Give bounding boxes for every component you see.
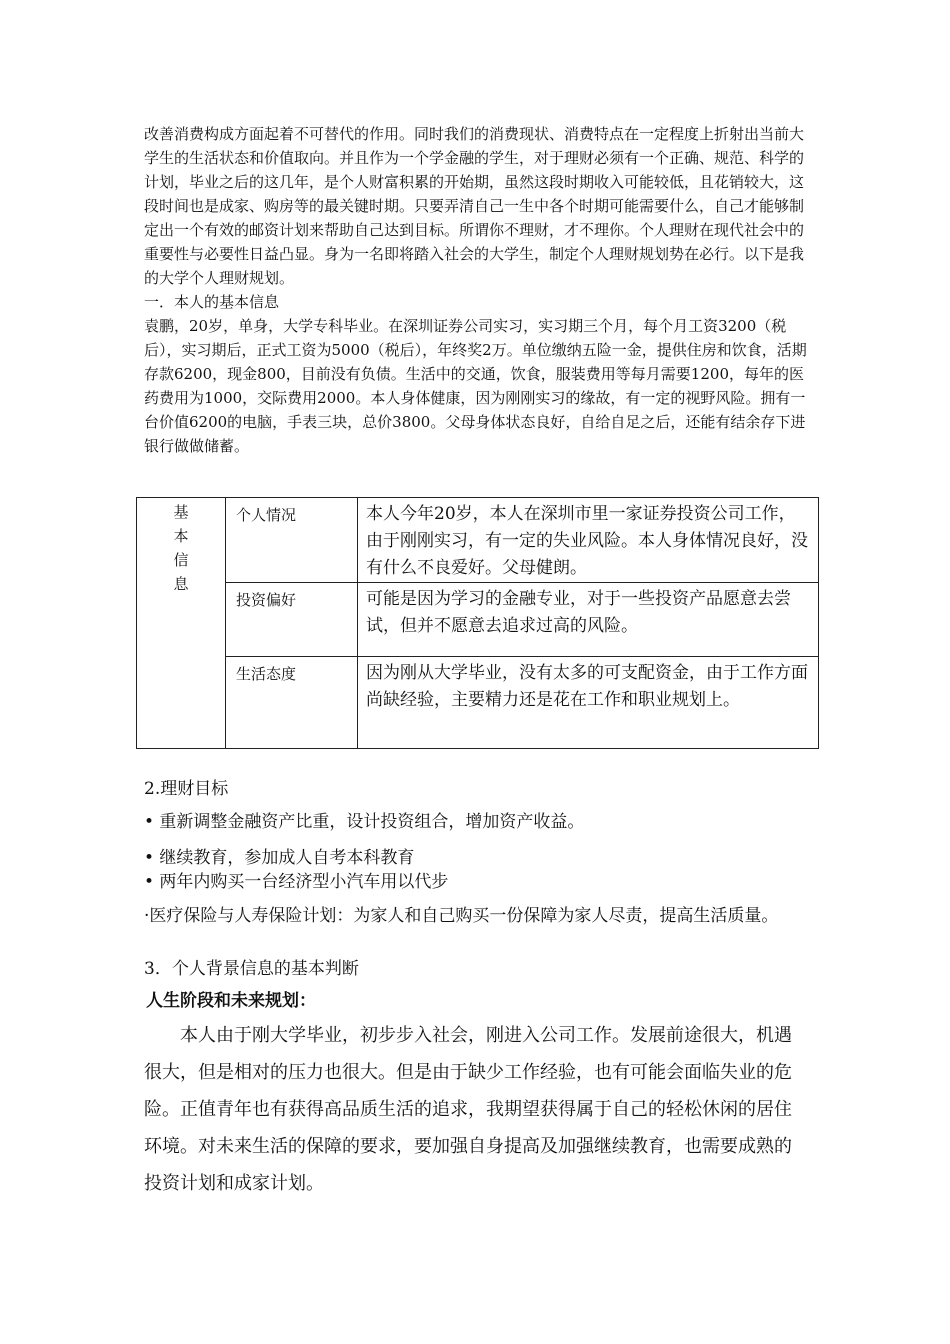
intro-paragraph: 改善消费构成方面起着不可替代的作用。同时我们的消费现状、消费特点在一定程度上折射出当前大学生的生活状态和价值取向。并且作为一个学金融的学生，对于理财必须有一个正确、规范、科学的计划，毕业之后的这几年，是个人财富积累的开始期，虽然这段时期收入可能较低，且花销较大，这段时间也是成家、购房等的最关键时期。只要弄清自己一生中各个时期可能需要什么，自己才能够制定出一个有效的邮资计划来帮助自己达到目标。所谓你不理财，才不理你。个人理财在现代社会中的重要性与必要性日益凸显。身为一名即将踏入社会的大学生，制定个人理财规划势在必行。以下是我的大学个人理财规划。: [144, 125, 805, 287]
group-label-char: 基: [173, 503, 189, 521]
goals-heading: 2.理财目标: [144, 779, 229, 799]
section3-heading: 3．个人背景信息的基本判断: [144, 959, 359, 979]
basic-info-paragraph: 袁鹏，20岁，单身，大学专科毕业。在深圳证券公司实习，实习期三个月，每个月工资3200（税后），实习期后，正式工资为5000（税后），年终奖2万。单位缴纳五险一金，提供住房和饮食，活期存款6200，现金800，目前没有负债。生活中的交通，饮食，服装费用等每月需要1200，每年的医药费用为1000，交际费用2000。本人身体健康，因为刚刚实习的缘故，有一定的视野风险。拥有一台价值6200的电脑，手表三块，总价3800。父母身体状态良好，自给自足之后，还能有结余存下进银行做做储蓄。: [144, 317, 807, 455]
basic-info-table: [136, 497, 819, 749]
group-label-cell: [137, 498, 226, 749]
table-row: [137, 657, 819, 749]
life-stage-heading: 人生阶段和未来规划：: [146, 991, 316, 1011]
group-label-char: 息: [173, 575, 189, 593]
table-row: [137, 583, 819, 657]
row-content: 本人今年20岁，本人在深圳市里一家证券投资公司工作，由于刚刚实习，有一定的失业风险。本人身体情况良好，没有什么不良爱好。父母健朗。: [358, 498, 819, 583]
row-label: 个人情况: [226, 498, 358, 583]
row-content: 因为刚从大学毕业，没有太多的可支配资金，由于工作方面尚缺经验，主要精力还是花在工作和职业规划上。: [358, 657, 819, 749]
basic-info-heading: 一．本人的基本信息: [144, 293, 280, 311]
intro-section: [144, 122, 814, 458]
life-stage-paragraph: 本人由于刚大学毕业，初步步入社会，刚进入公司工作。发展前途很大，机遇很大，但是相对的压力也很大。但是由于缺少工作经验，也有可能会面临失业的危险。正值青年也有获得高品质生活的追求，我期望获得属于自己的轻松休闲的居住环境。对未来生活的保障的要求，要加强自身提高及加强继续教育，也需要成熟的投资计划和成家计划。: [144, 1025, 792, 1194]
goal-item: • 继续教育，参加成人自考本科教育: [144, 848, 415, 868]
row-label: 生活态度: [226, 657, 358, 749]
goal-item: • 两年内购买一台经济型小汽车用以代步: [144, 872, 449, 892]
goals-section: [144, 776, 824, 979]
table-row: [137, 498, 819, 583]
goal-medical: ·医疗保险与人寿保险计划：为家人和自己购买一份保障为家人尽责，提高生活质量。: [144, 906, 779, 926]
group-label-char: 信: [173, 551, 189, 569]
goal-item: • 重新调整金融资产比重，设计投资组合，增加资产收益。: [144, 812, 585, 832]
group-label-char: 本: [173, 527, 189, 545]
row-label: 投资偏好: [226, 583, 358, 657]
row-content: 可能是因为学习的金融专业，对于一些投资产品愿意去尝试，但并不愿意去追求过高的风险。: [358, 583, 819, 657]
